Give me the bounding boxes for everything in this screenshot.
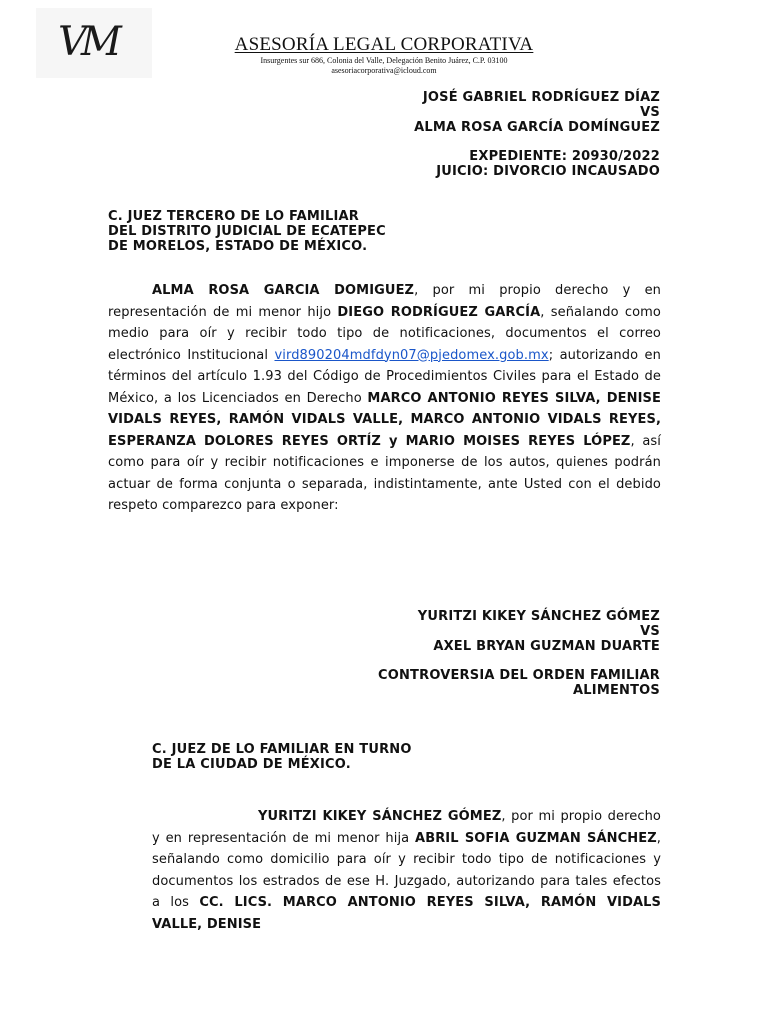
case2-body-paragraph	[152, 806, 661, 935]
case2-vs: VS	[640, 624, 660, 639]
firm-address	[206, 56, 562, 76]
case2-parties	[418, 609, 660, 654]
case2-addressee-line-2: DE LA CIUDAD DE MÉXICO.	[152, 757, 351, 772]
case1-party-1: JOSÉ GABRIEL RODRÍGUEZ DÍAZ	[422, 90, 660, 105]
case1-parties	[414, 90, 660, 135]
case2-body-child: ABRIL SOFIA GUZMAN SÁNCHEZ	[415, 830, 657, 846]
case1-body-text-4: , así como para oír y recibir notificaciones e imponerse de los autos, quienes podrán actuar de forma conjunta o separada, indistintamente, ante Usted con el debido respeto comparezco para exponer:	[108, 433, 661, 513]
case1-body-text-1: , por mi propio derecho y en representación de mi menor hijo	[108, 283, 662, 320]
case1-juicio: JUICIO: DIVORCIO INCAUSADO	[436, 164, 660, 179]
firm-name: ASESORÍA LEGAL CORPORATIVA	[234, 34, 534, 55]
case2-body-text-1: , por mi propio derecho y en representación de mi menor hija	[152, 809, 661, 846]
case1-body-lawyers: MARCO ANTONIO REYES SILVA, DENISE VIDALS REYES, RAMÓN VIDALS VALLE, MARCO ANTONIO VIDALS REYES, ESPERANZA DOLORES REYES ORTÍZ y MARIO MOISES REYES LÓPEZ	[108, 390, 661, 449]
firm-address-line: Insurgentes sur 686, Colonia del Valle, Delegación Benito Juárez, C.P. 03100	[260, 56, 508, 65]
case1-file-info	[436, 149, 660, 179]
case1-vs: VS	[640, 105, 660, 120]
case2-controversia: CONTROVERSIA DEL ORDEN FAMILIAR	[377, 668, 660, 683]
case1-addressee-line-3: DE MORELOS, ESTADO DE MÉXICO.	[108, 239, 368, 254]
case1-body-paragraph	[108, 280, 661, 517]
case2-party-2: AXEL BRYAN GUZMAN DUARTE	[433, 639, 660, 654]
case1-body-child: DIEGO RODRÍGUEZ GARCÍA	[337, 304, 541, 320]
firm-logo	[36, 8, 152, 78]
firm-email: asesoriacorporativa@icloud.com	[331, 66, 437, 75]
case1-body-text-3: ; autorizando en términos del artículo 1.93 del Código de Procedimientos Civiles para el Estado de México, a los Licenciados en Derecho	[108, 347, 661, 406]
case1-addressee-line-2: DEL DISTRITO JUDICIAL DE ECATEPEC	[108, 224, 386, 239]
case1-addressee	[108, 209, 386, 254]
case2-body-lawyers: CC. LICS. MARCO ANTONIO REYES SILVA, RAMÓN VIDALS VALLE, DENISE	[152, 895, 662, 932]
case2-party-1: YURITZI KIKEY SÁNCHEZ GÓMEZ	[417, 609, 660, 624]
case1-party-2: ALMA ROSA GARCÍA DOMÍNGUEZ	[414, 120, 660, 135]
case2-addressee	[152, 742, 412, 772]
case2-body-name: YURITZI KIKEY SÁNCHEZ GÓMEZ	[258, 809, 502, 824]
case1-addressee-line-1: C. JUEZ TERCERO DE LO FAMILIAR	[108, 209, 360, 224]
case2-alimentos: ALIMENTOS	[573, 683, 660, 698]
case2-addressee-line-1: C. JUEZ DE LO FAMILIAR EN TURNO	[152, 742, 412, 757]
case1-body-name: ALMA ROSA GARCIA DOMIGUEZ	[152, 283, 415, 298]
case1-expediente: EXPEDIENTE: 20930/2022	[469, 149, 660, 164]
logo-monogram: VM	[58, 19, 116, 65]
case2-body-text-2: , señalando como domicilio para oír y recibir todo tipo de notificaciones y documentos los estrados de ese H. Juzgado, autorizando para tales efectos a los	[152, 830, 661, 910]
case1-body-text-2: , señalando como medio para oír y recibir todo tipo de notificaciones, documentos el correo electrónico Institucional	[108, 304, 661, 363]
institutional-email-link[interactable]: vird890204mdfdyn07@pjedomex.gob.mx	[274, 347, 549, 363]
case2-proceeding	[378, 668, 660, 698]
